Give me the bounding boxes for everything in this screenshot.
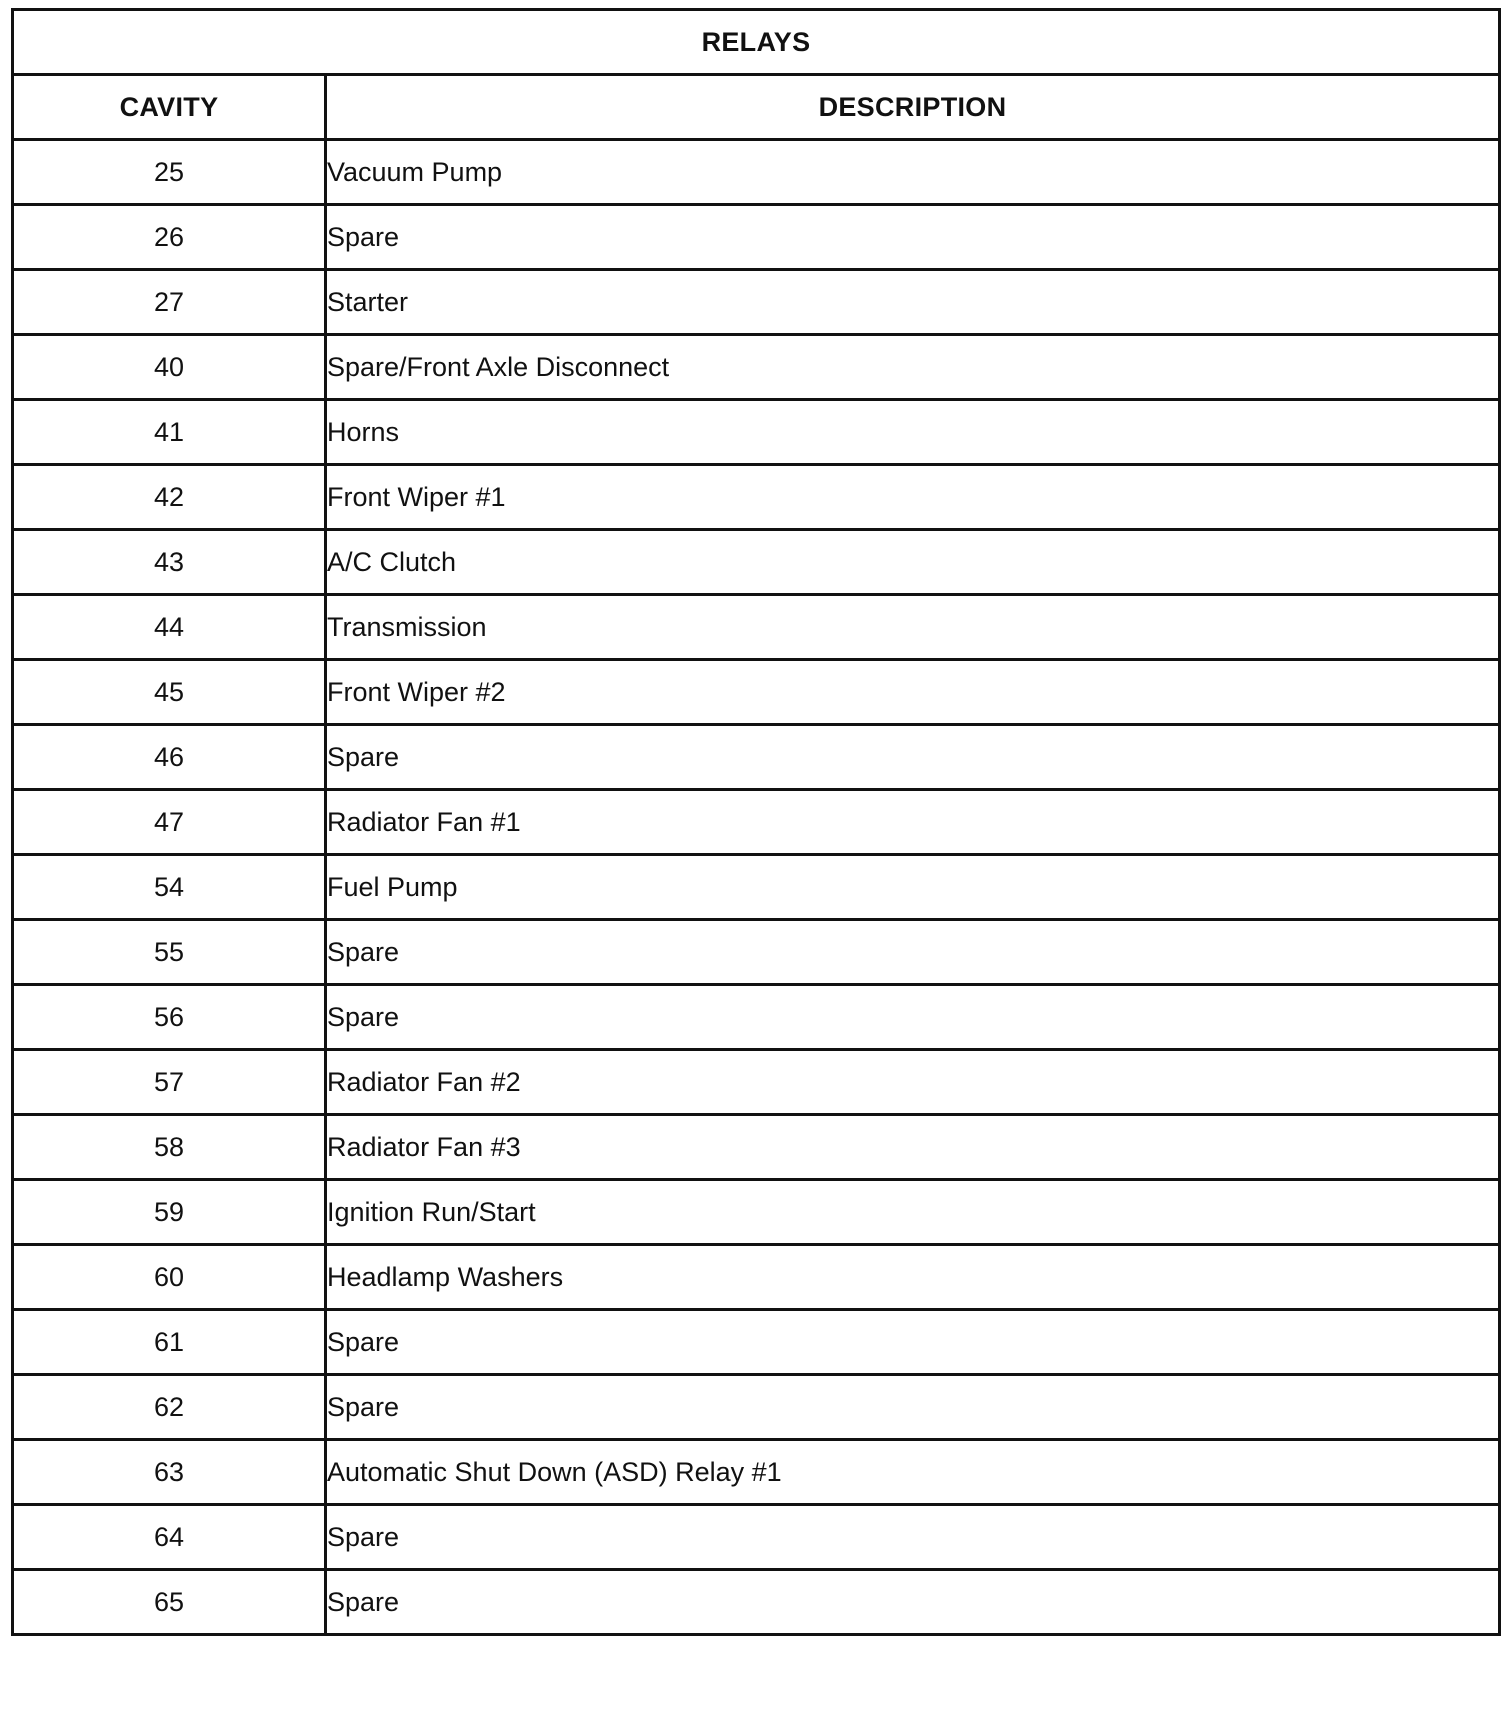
cavity-cell: 41 <box>13 400 326 465</box>
description-cell: Spare <box>326 1570 1500 1635</box>
description-cell: Spare <box>326 1505 1500 1570</box>
table-title-row <box>13 10 1500 75</box>
cavity-cell: 58 <box>13 1115 326 1180</box>
table-row <box>13 335 1500 400</box>
description-cell: Spare <box>326 920 1500 985</box>
table-row <box>13 1245 1500 1310</box>
description-cell: Starter <box>326 270 1500 335</box>
table-header-row <box>13 75 1500 140</box>
cavity-cell: 56 <box>13 985 326 1050</box>
description-cell: Fuel Pump <box>326 855 1500 920</box>
relays-table <box>11 8 1501 1636</box>
table-row <box>13 595 1500 660</box>
description-cell: Automatic Shut Down (ASD) Relay #1 <box>326 1440 1500 1505</box>
description-cell: Ignition Run/Start <box>326 1180 1500 1245</box>
cavity-cell: 43 <box>13 530 326 595</box>
description-cell: Horns <box>326 400 1500 465</box>
cavity-cell: 47 <box>13 790 326 855</box>
table-row <box>13 855 1500 920</box>
table-row <box>13 1050 1500 1115</box>
cavity-cell: 63 <box>13 1440 326 1505</box>
cavity-column-header: CAVITY <box>13 75 326 140</box>
description-cell: Spare/Front Axle Disconnect <box>326 335 1500 400</box>
cavity-cell: 45 <box>13 660 326 725</box>
table-row <box>13 985 1500 1050</box>
description-cell: Headlamp Washers <box>326 1245 1500 1310</box>
table-row <box>13 1310 1500 1375</box>
description-cell: Front Wiper #2 <box>326 660 1500 725</box>
description-cell: Radiator Fan #2 <box>326 1050 1500 1115</box>
description-cell: Spare <box>326 205 1500 270</box>
cavity-cell: 55 <box>13 920 326 985</box>
cavity-cell: 54 <box>13 855 326 920</box>
table-row <box>13 660 1500 725</box>
cavity-cell: 25 <box>13 140 326 205</box>
table-row <box>13 205 1500 270</box>
cavity-cell: 46 <box>13 725 326 790</box>
cavity-cell: 26 <box>13 205 326 270</box>
description-cell: Front Wiper #1 <box>326 465 1500 530</box>
table-row <box>13 530 1500 595</box>
table-row <box>13 790 1500 855</box>
cavity-cell: 61 <box>13 1310 326 1375</box>
table-row <box>13 465 1500 530</box>
cavity-cell: 60 <box>13 1245 326 1310</box>
description-cell: Spare <box>326 985 1500 1050</box>
description-cell: Spare <box>326 1375 1500 1440</box>
description-cell: Transmission <box>326 595 1500 660</box>
cavity-cell: 44 <box>13 595 326 660</box>
table-row <box>13 1375 1500 1440</box>
description-cell: Spare <box>326 1310 1500 1375</box>
table-row <box>13 920 1500 985</box>
table-row <box>13 1115 1500 1180</box>
table-row <box>13 1570 1500 1635</box>
cavity-cell: 42 <box>13 465 326 530</box>
cavity-cell: 59 <box>13 1180 326 1245</box>
cavity-cell: 40 <box>13 335 326 400</box>
description-cell: Spare <box>326 725 1500 790</box>
table-row <box>13 1440 1500 1505</box>
table-title: RELAYS <box>13 10 1500 75</box>
table-row <box>13 1505 1500 1570</box>
table-row <box>13 140 1500 205</box>
table-row <box>13 1180 1500 1245</box>
cavity-cell: 57 <box>13 1050 326 1115</box>
table-row <box>13 725 1500 790</box>
cavity-cell: 64 <box>13 1505 326 1570</box>
description-cell: Radiator Fan #1 <box>326 790 1500 855</box>
description-column-header: DESCRIPTION <box>326 75 1500 140</box>
cavity-cell: 62 <box>13 1375 326 1440</box>
description-cell: Radiator Fan #3 <box>326 1115 1500 1180</box>
description-cell: Vacuum Pump <box>326 140 1500 205</box>
cavity-cell: 27 <box>13 270 326 335</box>
cavity-cell: 65 <box>13 1570 326 1635</box>
description-cell: A/C Clutch <box>326 530 1500 595</box>
table-row <box>13 270 1500 335</box>
table-row <box>13 400 1500 465</box>
